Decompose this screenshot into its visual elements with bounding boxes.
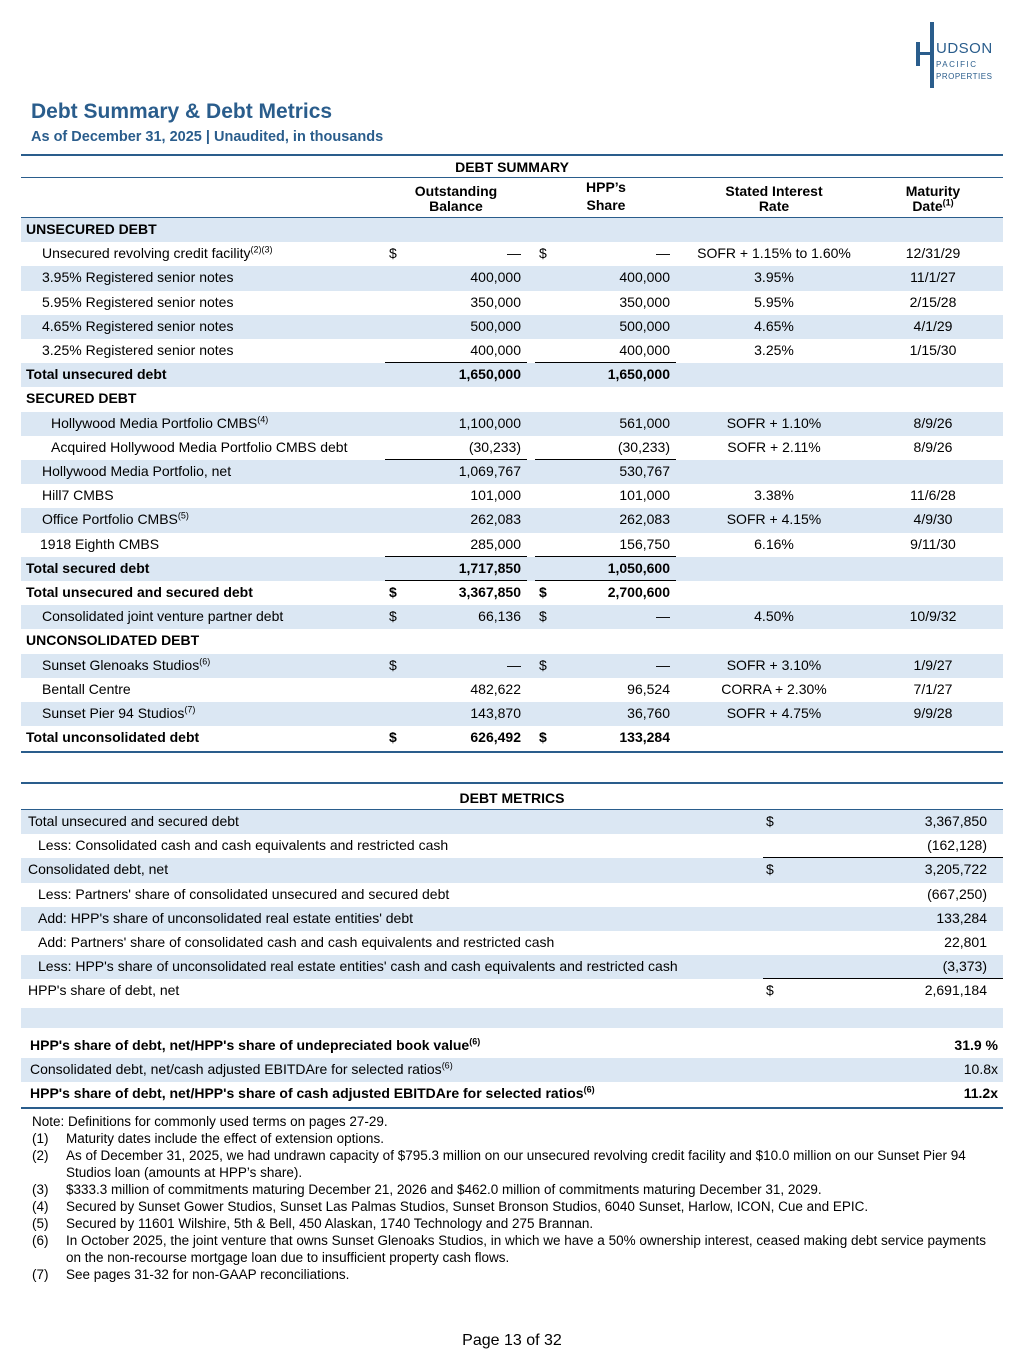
maturity-date: 4/9/30 [913,511,953,528]
table-bottom-rule [21,751,1003,753]
dollar-sign: $ [539,729,547,746]
footnote-ref: (6) [469,1035,481,1046]
outstanding-balance-value: 143,870 [470,705,521,721]
row-label [42,678,131,701]
hpp-share-value: 36,760 [627,705,670,721]
row-label [26,218,157,241]
row-label [42,605,283,628]
interest-rate: 4.50% [754,608,794,625]
header-outstanding-balance: Outstanding Balance [414,183,498,214]
row-label [26,557,149,580]
maturity-date: 10/9/32 [909,608,957,625]
row-label-text: Hollywood Media Portfolio CMBS [51,414,258,431]
row-label [42,460,231,483]
row-label [51,436,347,459]
footnote-text: Secured by 11601 Wilshire, 5th & Bell, 450 Alaskan, 1740 Technology and 275 Brannan. [66,1216,594,1231]
footnote-text: Secured by Sunset Gower Studios, Sunset Las Palmas Studios, Sunset Bronson Studios, 6040 Sunset, Harlow, ICON, Cue and EPIC. [66,1199,869,1214]
total-underline [535,580,676,581]
interest-rate: SOFR + 4.15% [726,511,822,528]
header-stated-interest-rate: Stated Interest Rate [725,183,823,214]
row-label-text: 4.65% Registered senior notes [42,317,234,334]
row-label-text: 1918 Eighth CMBS [40,535,160,552]
row-label-text: Total unsecured and secured debt [26,584,253,600]
total-underline [385,556,527,557]
subtotal-underline [763,857,1003,858]
maturity-date: 8/9/26 [913,438,953,455]
metric-value: 22,801 [944,934,987,950]
interest-rate: 4.65% [754,317,794,334]
page-title: Debt Summary & Debt Metrics [31,100,333,123]
footnote-number: (5) [32,1216,49,1231]
row-label-text: Total secured debt [26,559,150,576]
maturity-date: 9/9/28 [913,705,953,721]
outstanding-balance-value: 400,000 [470,269,521,286]
dollar-sign: $ [539,608,547,625]
row-label [26,363,167,386]
interest-rate: SOFR + 3.10% [726,656,822,673]
total-underline [535,556,676,557]
interest-rate: CORRA + 2.30% [721,680,827,697]
metric-label: Total unsecured and secured debt [28,813,239,829]
dollar-sign: $ [539,584,547,600]
debt-summary-title: DEBT SUMMARY [455,159,569,175]
hpp-share-value: 400,000 [619,269,670,286]
footnote-item [32,1198,992,1215]
outstanding-balance-value: 1,717,850 [458,559,521,576]
interest-rate: SOFR + 2.11% [727,438,821,455]
footnote-number: (6) [32,1233,49,1248]
row-label-text: Total unconsolidated debt [26,729,200,746]
hpp-share-value: 156,750 [619,535,670,552]
ratio-value: 11.2x [963,1085,998,1101]
hpp-share-value: — [656,245,670,262]
dollar-sign: $ [539,245,547,262]
footnote-item [32,1232,992,1266]
metric-value: (162,128) [927,837,987,854]
maturity-date: 12/31/29 [905,245,961,262]
maturity-date: 1/15/30 [909,342,957,358]
footnote-text: As of December 31, 2025, we had undrawn capacity of $795.3 million on our unsecured revolving credit facility and $10.0 million on our Sunset Pier 94 Studios loan (amounts at HPP’s share). [66,1148,966,1180]
total-underline [385,580,527,581]
outstanding-balance-value: 101,000 [470,487,521,504]
outstanding-balance-value: 626,492 [470,729,521,746]
outstanding-balance-value: 1,100,000 [458,414,521,431]
logo-wordmark: UDSON [936,40,993,57]
dollar-sign: $ [389,608,397,625]
footnote-number: (2) [32,1148,49,1163]
metric-value: 2,691,184 [924,982,987,999]
debt-summary-table [21,154,1003,754]
subtotal-underline [763,978,1003,979]
row-label [26,581,253,604]
metric-label: Add: HPP's share of unconsolidated real estate entities' debt [38,909,414,926]
row-label [42,702,195,725]
metric-label: Less: Partners' share of consolidated unsecured and secured debt [38,885,450,902]
footnote-number: (4) [32,1199,49,1214]
maturity-date: 4/1/29 [913,317,953,334]
row-label-text: 3.95% Registered senior notes [42,269,234,286]
outstanding-balance-value: 400,000 [470,342,521,358]
row-label-text: Unsecured revolving credit facility [42,245,251,262]
row-label-text: Sunset Glenoaks Studios [42,656,200,673]
row-label [42,291,233,314]
footnote-ref: (5) [177,510,189,521]
metric-label: HPP's share of debt, net [28,982,180,999]
row-label-text: Acquired Hollywood Media Portfolio CMBS debt [51,438,348,455]
footnote-number: (7) [32,1267,49,1282]
hpp-share-value: 1,050,600 [607,559,670,576]
maturity-date: 11/6/28 [910,487,956,504]
metric-label: Less: Consolidated cash and cash equivalents and restricted cash [38,837,449,854]
company-logo [914,22,1004,88]
maturity-date: 8/9/26 [913,414,953,431]
footnote-item [32,1113,992,1130]
row-label-text: Office Portfolio CMBS [42,511,178,528]
row-label [42,654,210,677]
interest-rate: 3.25% [754,342,794,358]
row-label-text: Total unsecured debt [26,366,167,383]
outstanding-balance-value: 3,367,850 [458,584,521,600]
metric-value: 133,284 [936,909,987,926]
outstanding-balance-value: — [507,656,521,673]
dollar-sign: $ [766,813,774,829]
row-label-text: Sunset Pier 94 Studios [42,705,185,721]
outstanding-balance-value: 482,622 [470,680,521,697]
row-label [40,533,159,556]
row-label [42,339,233,362]
outstanding-balance-value: 1,650,000 [458,366,521,383]
dollar-sign: $ [766,861,774,878]
row-label-text: SECURED DEBT [26,390,137,407]
page-subtitle: As of December 31, 2025 | Unaudited, in thousands [31,129,384,145]
logo-line-properties: PROPERTIES [936,72,993,81]
hpp-share-value: 2,700,600 [607,584,670,600]
outstanding-balance-value: 285,000 [470,535,521,552]
ratio-label [30,1082,595,1105]
maturity-date: 1/9/27 [913,656,953,673]
debt-metrics-table [21,782,1003,1102]
dollar-sign: $ [766,982,774,999]
metric-value: 3,205,722 [924,861,987,878]
debt-metrics-title: DEBT METRICS [459,790,565,806]
footnote-ref: (4) [257,413,269,424]
row-label [42,484,114,507]
interest-rate: SOFR + 1.10% [726,414,822,431]
ratio-label-text: HPP's share of debt, net/HPP's share of cash adjusted EBITDAre for selected ratios [30,1085,584,1101]
footnote-text: Maturity dates include the effect of extension options. [66,1131,384,1146]
metric-label: Less: HPP's share of unconsolidated real estate entities' cash and cash equivalents and restricted cash [38,958,678,975]
row-label-text: UNSECURED DEBT [26,221,157,237]
footnote-number: (3) [32,1182,49,1197]
footnote-number: (1) [32,1131,49,1146]
row-label [51,412,268,435]
logo-h-mark-icon [914,22,936,88]
interest-rate: 3.95% [754,269,794,286]
footnotes [32,1113,992,1283]
row-label [26,387,136,410]
maturity-date: 11/1/27 [910,269,956,286]
total-underline [535,459,676,460]
hpp-share-value: 400,000 [619,342,670,358]
table-bottom-rule [21,1107,1003,1109]
ratio-label-text: Consolidated debt, net/cash adjusted EBITDAre for selected ratios [30,1060,442,1077]
ratio-value: 31.9 % [954,1036,998,1053]
row-label [42,508,189,531]
footnote-ref: (6) [199,655,211,666]
metric-value: (3,373) [942,958,987,975]
footnote-text: $333.3 million of commitments maturing December 21, 2026 and $462.0 million of commitments maturing December 31, 2029. [66,1182,822,1197]
ratio-label-text: HPP's share of debt, net/HPP's share of undepreciated book value [30,1036,470,1053]
ratio-label [30,1034,480,1057]
hpp-share-value: (30,233) [617,438,670,455]
footnote-item [32,1147,992,1181]
metric-value: 3,367,850 [924,813,987,829]
hpp-share-value: 561,000 [619,414,670,431]
hpp-share-value: — [656,608,670,625]
hpp-share-value: 133,284 [619,729,670,746]
metric-label: Add: Partners' share of consolidated cash and cash equivalents and restricted cash [38,934,555,950]
row-label [42,266,233,289]
metric-label: Consolidated debt, net [28,861,169,878]
hpp-share-value: 500,000 [619,317,670,334]
row-label-text: Consolidated joint venture partner debt [42,608,284,625]
interest-rate: 5.95% [754,293,794,310]
footnote-item [32,1130,992,1147]
footnote-text: Note: Definitions for commonly used terms on pages 27-29. [32,1114,388,1129]
interest-rate: 6.16% [754,535,794,552]
interest-rate: 3.38% [754,487,794,504]
row-label-text: 3.25% Registered senior notes [42,342,234,358]
interest-rate: SOFR + 1.15% to 1.60% [697,245,851,262]
outstanding-balance-value: 350,000 [470,293,521,310]
dollar-sign: $ [389,584,397,600]
outstanding-balance-value: (30,233) [468,438,521,455]
ratio-label [30,1058,453,1081]
interest-rate: SOFR + 4.75% [726,705,822,721]
row-label-text: UNCONSOLIDATED DEBT [26,632,200,649]
logo-line-pacific: PACIFIC [936,60,978,69]
footnote-text: In October 2025, the joint venture that owns Sunset Glenoaks Studios, in which we have a 50% ownership interest, ceased making debt service payments on the non-recourse mortgage loan due to insufficient property cash flows. [66,1233,987,1265]
ratio-value: 10.8x [963,1060,998,1077]
hpp-share-value: 530,767 [619,463,670,479]
row-label [42,315,233,338]
row-label-text: Bentall Centre [42,680,131,697]
footnote-ref: (6) [441,1060,453,1071]
maturity-date: 9/11/30 [910,535,956,552]
footnote-ref: (2)(3) [250,244,273,255]
dollar-sign: $ [389,729,397,746]
footnote-ref: (7) [184,704,196,715]
row-label-text: Hollywood Media Portfolio, net [42,463,232,479]
metric-value: (667,250) [927,885,987,902]
dollar-sign: $ [389,245,397,262]
maturity-date: 7/1/27 [913,680,953,697]
total-underline [385,459,527,460]
outstanding-balance-value: 500,000 [470,317,521,334]
hpp-share-value: 101,000 [619,487,670,504]
outstanding-balance-value: 66,136 [478,608,521,625]
hpp-share-value: 262,083 [619,511,670,528]
hpp-share-value: 350,000 [619,293,670,310]
total-underline [385,362,527,363]
row-background [21,218,1003,242]
hpp-share-value: 96,524 [627,680,670,697]
hpp-share-value: 1,650,000 [607,366,670,383]
footnote-item [32,1181,992,1198]
row-label [42,242,273,265]
total-underline [535,362,676,363]
footnote-ref: (6) [583,1084,595,1095]
header-maturity-date: Maturity Date$^{(1)}$ [905,183,961,214]
row-label-text: Hill7 CMBS [42,487,114,504]
header-hpp-share: HPP’s Share [586,179,626,213]
hpp-share-value: — [656,656,670,673]
footnote-item [32,1266,992,1283]
page-number: Page 13 of 32 [462,1332,562,1349]
footnote-text: See pages 31-32 for non-GAAP reconciliations. [66,1267,350,1282]
footnote-item [32,1215,992,1232]
dollar-sign: $ [389,656,397,673]
spacer-band [21,1008,1003,1028]
row-label [26,629,199,652]
row-label-text: 5.95% Registered senior notes [42,293,234,310]
row-label [26,726,199,749]
maturity-date: 2/15/28 [909,293,957,310]
dollar-sign: $ [539,656,547,673]
outstanding-balance-value: — [507,245,521,262]
outstanding-balance-value: 262,083 [470,511,521,528]
outstanding-balance-value: 1,069,767 [458,463,521,479]
